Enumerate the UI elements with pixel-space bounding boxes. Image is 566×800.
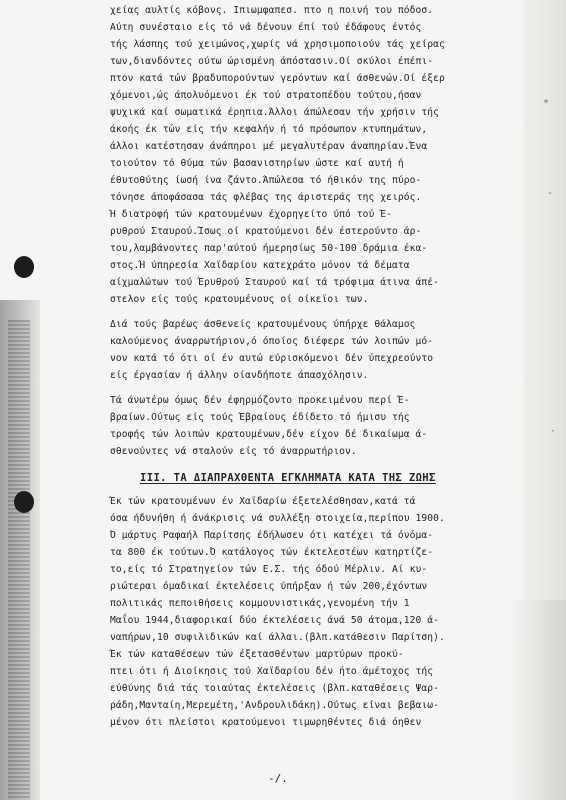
text-line: ριώτεραι όμαδικαί έκτελέσεις ύπήρξαν ή τών 200,έχόντων xyxy=(110,581,428,592)
text-line: βραίων.Ούτως είς τούς Έβραίους έδίδετο τό ήμισυ τής xyxy=(110,412,410,423)
text-line: τόνησε άποφάσασα τάς φλέβας της άριστεράς της χειρός. xyxy=(110,192,422,203)
text-line: το,είς τό Στρατηγείον τών Ε.Σ. τής όδού Μέρλιν. Αί κυ- xyxy=(110,564,428,575)
margin-mark: · xyxy=(550,426,557,437)
text-line: Διά τούς βαρέως άσθενείς κρατουμένους ύπήρχε θάλαμος xyxy=(110,319,416,330)
punch-hole-top xyxy=(14,256,34,278)
text-line: τα 800 έκ τούτων.Ό κατάλογος τών έκτελεστέων κατηρτίζε- xyxy=(110,547,434,558)
text-line: Έκ τών καταθέσεων τών έξετασθέντων μαρτύρων προκύ- xyxy=(110,649,404,660)
text-line: νον κατά τό ότι οί έν αυτώ εύρισκόμενοι δέν ύπεχρεούντο xyxy=(110,353,434,364)
text-line: όσα ήδυνήθη ή άνάκρισις νά συλλέξη στοιχεία,περίπου 1900. xyxy=(110,513,445,524)
text-line: Μαΐου 1944,διαφορικαί δύο έκτελέσεις άνά 50 άτομα,120 ά- xyxy=(110,615,440,626)
text-line: των,διανδόντες ούτω ώρισμένη άπόστασιν.Οί σκύλοι έπέπι- xyxy=(110,56,434,67)
margin-mark: - xyxy=(547,188,554,199)
text-line: στος.Ή ύπηρεσία Χαϊδαρίου κατεχράτο μόνον τά δέματα xyxy=(110,260,410,271)
text-line: ρυθρού Σταυρού.Ίσως οί κρατούμενοι δέν έστερούντο άρ- xyxy=(110,226,422,237)
text-line: Έκ τών κρατουμένων έν Χαϊδαρίω έξετελέσθησαν,κατά τά xyxy=(110,496,416,507)
text-line: του,λαμβάνοντες παρ'αύτού ήμερησίως 50-100 δράμια έκα- xyxy=(110,243,428,254)
text-line: χείας αυλτίς κόβονς. Ιπιωμφαπεσ. πτο η ποινή του πόδοσ. xyxy=(110,5,434,16)
text-line: έθυτοθύτης ίωσή ίνα ζάντο.Άπώλεσα τό ήθικόν της πύρο- xyxy=(110,175,422,186)
text-line: Ή διατροφή τών κρατουμένων έχορηγείτο ύπό τού Έ- xyxy=(110,209,393,220)
text-line: είς έργασίαν ή άλλην οίανδήποτε άπασχόλησιν. xyxy=(110,370,369,381)
text-line: καλούμενος άναρρωτήριον,ό όποίος διέφερε τών λοιπών μό- xyxy=(110,336,434,347)
text-line: αίχμαλώτων τού Έρυθρού Σταυρού καί τά τρόφιμα άτινα άπέ- xyxy=(110,277,440,288)
punch-hole-bottom xyxy=(14,491,34,513)
text-line: εύθύνης διά τάς τοιαύτας έκτελέσεις (βλπ.καταθέσεις Ψαρ- xyxy=(110,683,440,694)
text-line: τροφής τών λοιπών κρατουμένων,δέν είχον δέ δικαίωμα ά- xyxy=(110,429,428,440)
text-line: σθενούντες νά σταλούν είς τό άναρρωτήριον. xyxy=(110,446,357,457)
margin-mark: * xyxy=(543,98,550,109)
text-line: Αύτη συνέσταιο είς τό νά δένουν έπί τού έδάφους έντός xyxy=(110,22,422,33)
text-line: μένον ότι πλείστοι κρατούμενοι τιμωρηθέντες διά όηθεν xyxy=(110,717,422,728)
text-line: άλλοι κατέστησαν άνάπηροι μέ μεγαλυτέραν άναπηρίαν.Ένα xyxy=(110,141,428,152)
text-line: ράδη,Μανταίη,Μερεμέτη,'Ανδρουλιδάκη).Ούτως είναι βεβαιω- xyxy=(110,700,440,711)
text-line: πτει ότι ή Διοίκησις τού Χαϊδαρίου δέν ήτο άμέτοχος τής xyxy=(110,666,434,677)
scan-right-edge-lower xyxy=(510,600,566,800)
text-line: πτον κατά τών βραδυπορούντων γερόντων καί άσθενών.Οί έξερ xyxy=(110,73,445,84)
text-line: Ό μάρτυς Ραφαήλ Παρίτσης έδήλωσεν ότι κατέχει τά όνόμα- xyxy=(110,530,434,541)
text-line: τής λάσπης τού χειμώνος,χωρίς νά χρησιμοποιούν τάς χείρας xyxy=(110,39,445,50)
text-line: πολιτικάς πεποιθήσεις κομμουνιστικάς,γενομένη τήν 1 xyxy=(110,598,410,609)
text-line: τοιούτον τό θύμα τών βασανιστηρίων ώστε καί αυτή ή xyxy=(110,158,404,169)
text-line: χόμενοι,ώς άπολυόμενοι έκ τού στρατοπέδου τούτου,ήσαν xyxy=(110,90,422,101)
text-line: Τά άνωτέρω όμως δέν έφηρμόζοντο προκειμένου περί Έ- xyxy=(110,395,410,406)
text-line: ναπήρων,10 συφιλιδικών καί άλλαι.(βλπ.κατάθεσιν Παρίτση). xyxy=(110,632,445,643)
text-line: ψυχικά καί σωματικά έρηπια.Άλλοι άπώλεσαν τήν χρήσιν τής xyxy=(110,107,440,118)
text-line: στελον είς τούς κρατουμένους οί οίκεϊοι των. xyxy=(110,294,369,305)
page-mark: -/. xyxy=(268,772,288,785)
section-heading: III. ΤΑ ΔΙΑΠΡΑΧΘΕΝΤΑ ΕΓΚΛΗΜΑΤΑ ΚΑΤΑ ΤΗΣ ΖΩΗΣ xyxy=(140,472,436,484)
scan-edge-texture xyxy=(8,320,30,800)
text-line: άκοής έκ τών είς τήν κεφαλήν ή τό πρόσωπον κτυπημάτων, xyxy=(110,124,428,135)
